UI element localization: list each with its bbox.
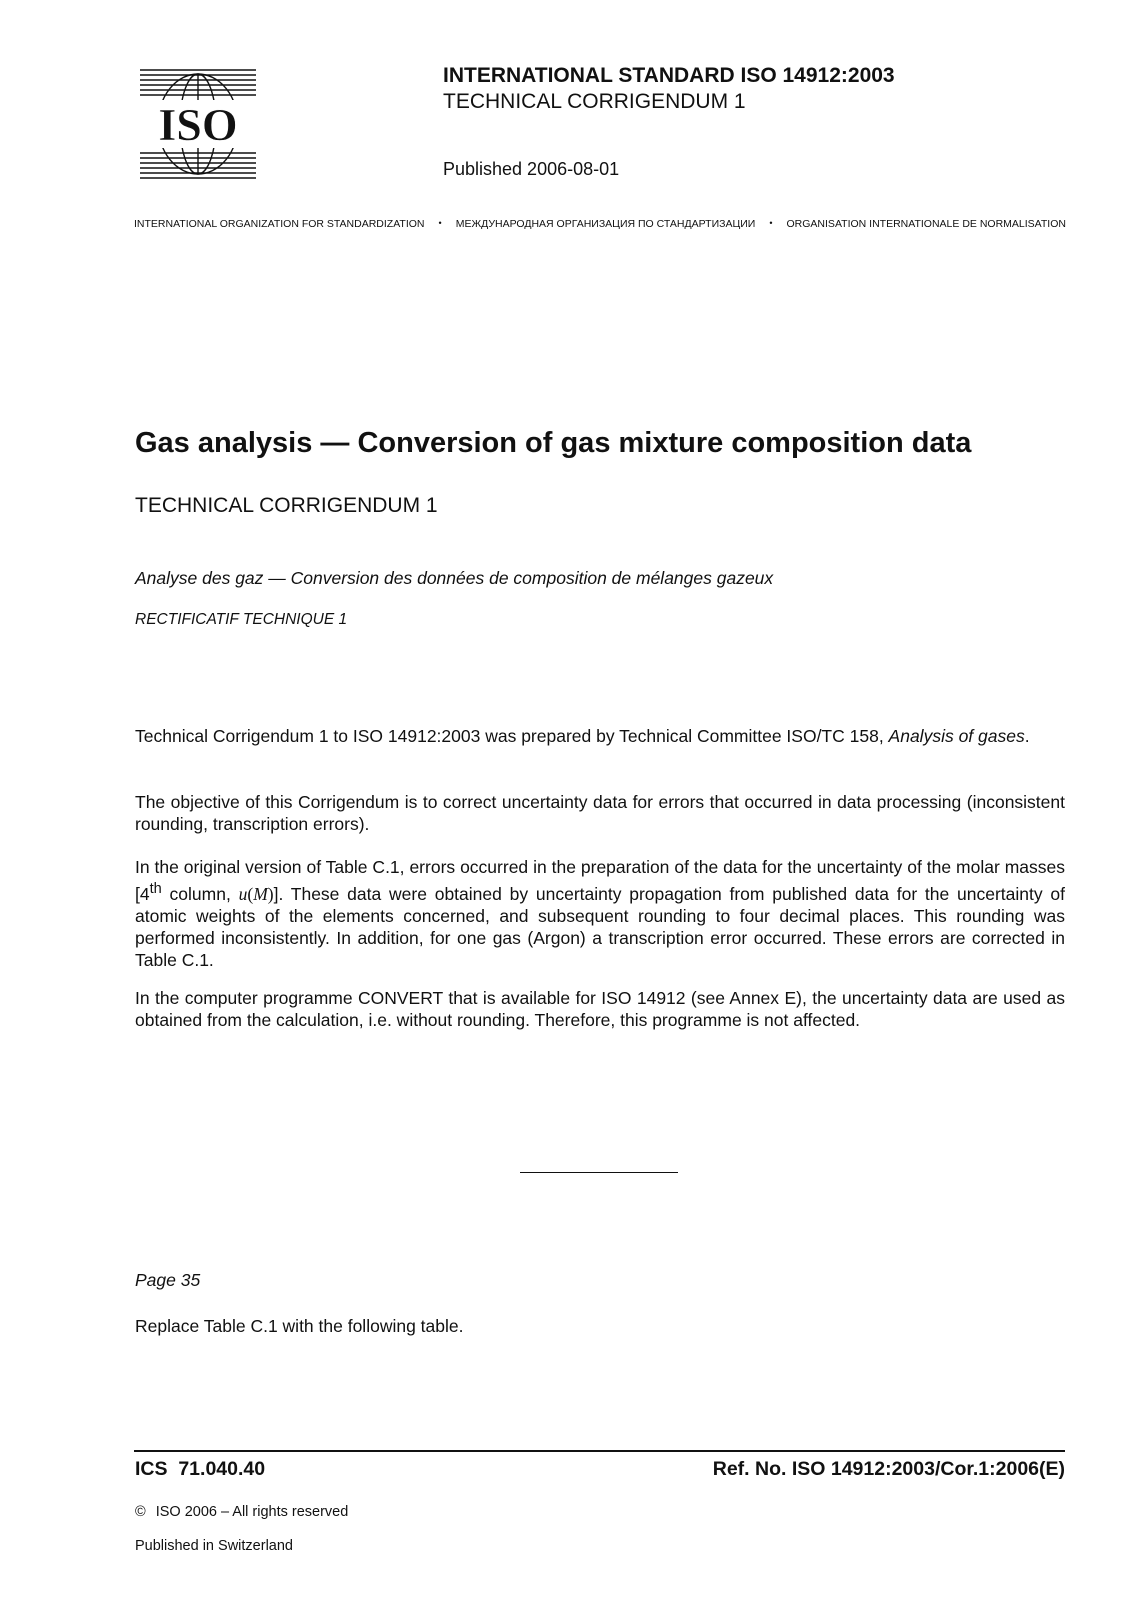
reference-number: Ref. No. ISO 14912:2003/Cor.1:2006(E) bbox=[712, 1458, 1065, 1480]
bullet-separator: • bbox=[438, 218, 442, 228]
p3-superscript: th bbox=[149, 881, 162, 897]
p3-part-a: In the original version of Table C.1, errors occurred in the preparation of the data for the uncertainty of the molar masses [4 bbox=[135, 857, 1065, 904]
p3-part-c: ]. These data were obtained by uncertainty propagation from published data for the uncertainty of atomic weights of the elements concerned, and subsequent rounding to four decimal places. This rounding was performed inconsistently. In addition, for one gas (Argon) a transcription error occurred. These errors are corrected in Table C.1. bbox=[135, 883, 1066, 970]
corrigendum-label: TECHNICAL CORRIGENDUM 1 bbox=[443, 90, 746, 113]
ics-code: ICS 71.040.40 bbox=[135, 1458, 266, 1480]
math-u: u bbox=[238, 883, 248, 904]
french-title: Analyse des gaz — Conversion des données de composition de mélanges gazeux bbox=[135, 568, 774, 588]
math-m: M bbox=[253, 883, 268, 904]
copyright-text: ISO 2006 – All rights reserved bbox=[155, 1504, 349, 1520]
paragraph-preparation bbox=[135, 725, 1065, 747]
published-date: Published 2006-08-01 bbox=[443, 159, 620, 179]
replace-instruction: Replace Table C.1 with the following table. bbox=[135, 1316, 464, 1336]
p3-part-b: column, bbox=[161, 883, 239, 904]
published-in: Published in Switzerland bbox=[135, 1538, 293, 1554]
paragraph-convert: In the computer programme CONVERT that is available for ISO 14912 (see Annex E), the uncertainty data are used as obtained from the calculation, i.e. without rounding. Therefore, this programme is not affected. bbox=[135, 988, 1065, 1030]
copyright-line bbox=[135, 1504, 348, 1520]
separator-line bbox=[520, 1172, 678, 1173]
standard-title: INTERNATIONAL STANDARD ISO 14912:2003 bbox=[443, 64, 895, 87]
p1-end: . bbox=[1024, 726, 1030, 746]
paragraph-errors bbox=[135, 856, 1065, 971]
paragraph-objective: The objective of this Corrigendum is to correct uncertainty data for errors that occurred in data processing (inconsistent rounding, transcription errors). bbox=[135, 792, 1065, 834]
math-paren-close: ) bbox=[267, 883, 274, 904]
page-reference: Page 35 bbox=[135, 1270, 201, 1290]
iso-logo bbox=[140, 68, 256, 180]
bullet-separator: • bbox=[769, 218, 773, 228]
committee-title: Analysis of gases bbox=[888, 726, 1025, 746]
math-paren-open: ( bbox=[247, 883, 254, 904]
org-name-russian: МЕЖДУНАРОДНАЯ ОРГАНИЗАЦИЯ ПО СТАНДАРТИЗАЦИИ bbox=[455, 218, 756, 230]
document-subtitle: TECHNICAL CORRIGENDUM 1 bbox=[135, 494, 438, 517]
iso-logo-text: ISO bbox=[158, 99, 238, 150]
copyright-icon: © bbox=[135, 1504, 146, 1520]
organization-line bbox=[134, 218, 1066, 230]
document-title: Gas analysis — Conversion of gas mixture composition data bbox=[135, 427, 972, 459]
french-subtitle: RECTIFICATIF TECHNIQUE 1 bbox=[135, 611, 348, 628]
p1-text: Technical Corrigendum 1 to ISO 14912:2003 was prepared by Technical Committee ISO/TC 158, bbox=[135, 726, 889, 746]
footer-rule bbox=[134, 1450, 1065, 1452]
org-name-english: INTERNATIONAL ORGANIZATION FOR STANDARDIZATION bbox=[134, 218, 425, 230]
org-name-french: ORGANISATION INTERNATIONALE DE NORMALISATION bbox=[786, 218, 1066, 230]
